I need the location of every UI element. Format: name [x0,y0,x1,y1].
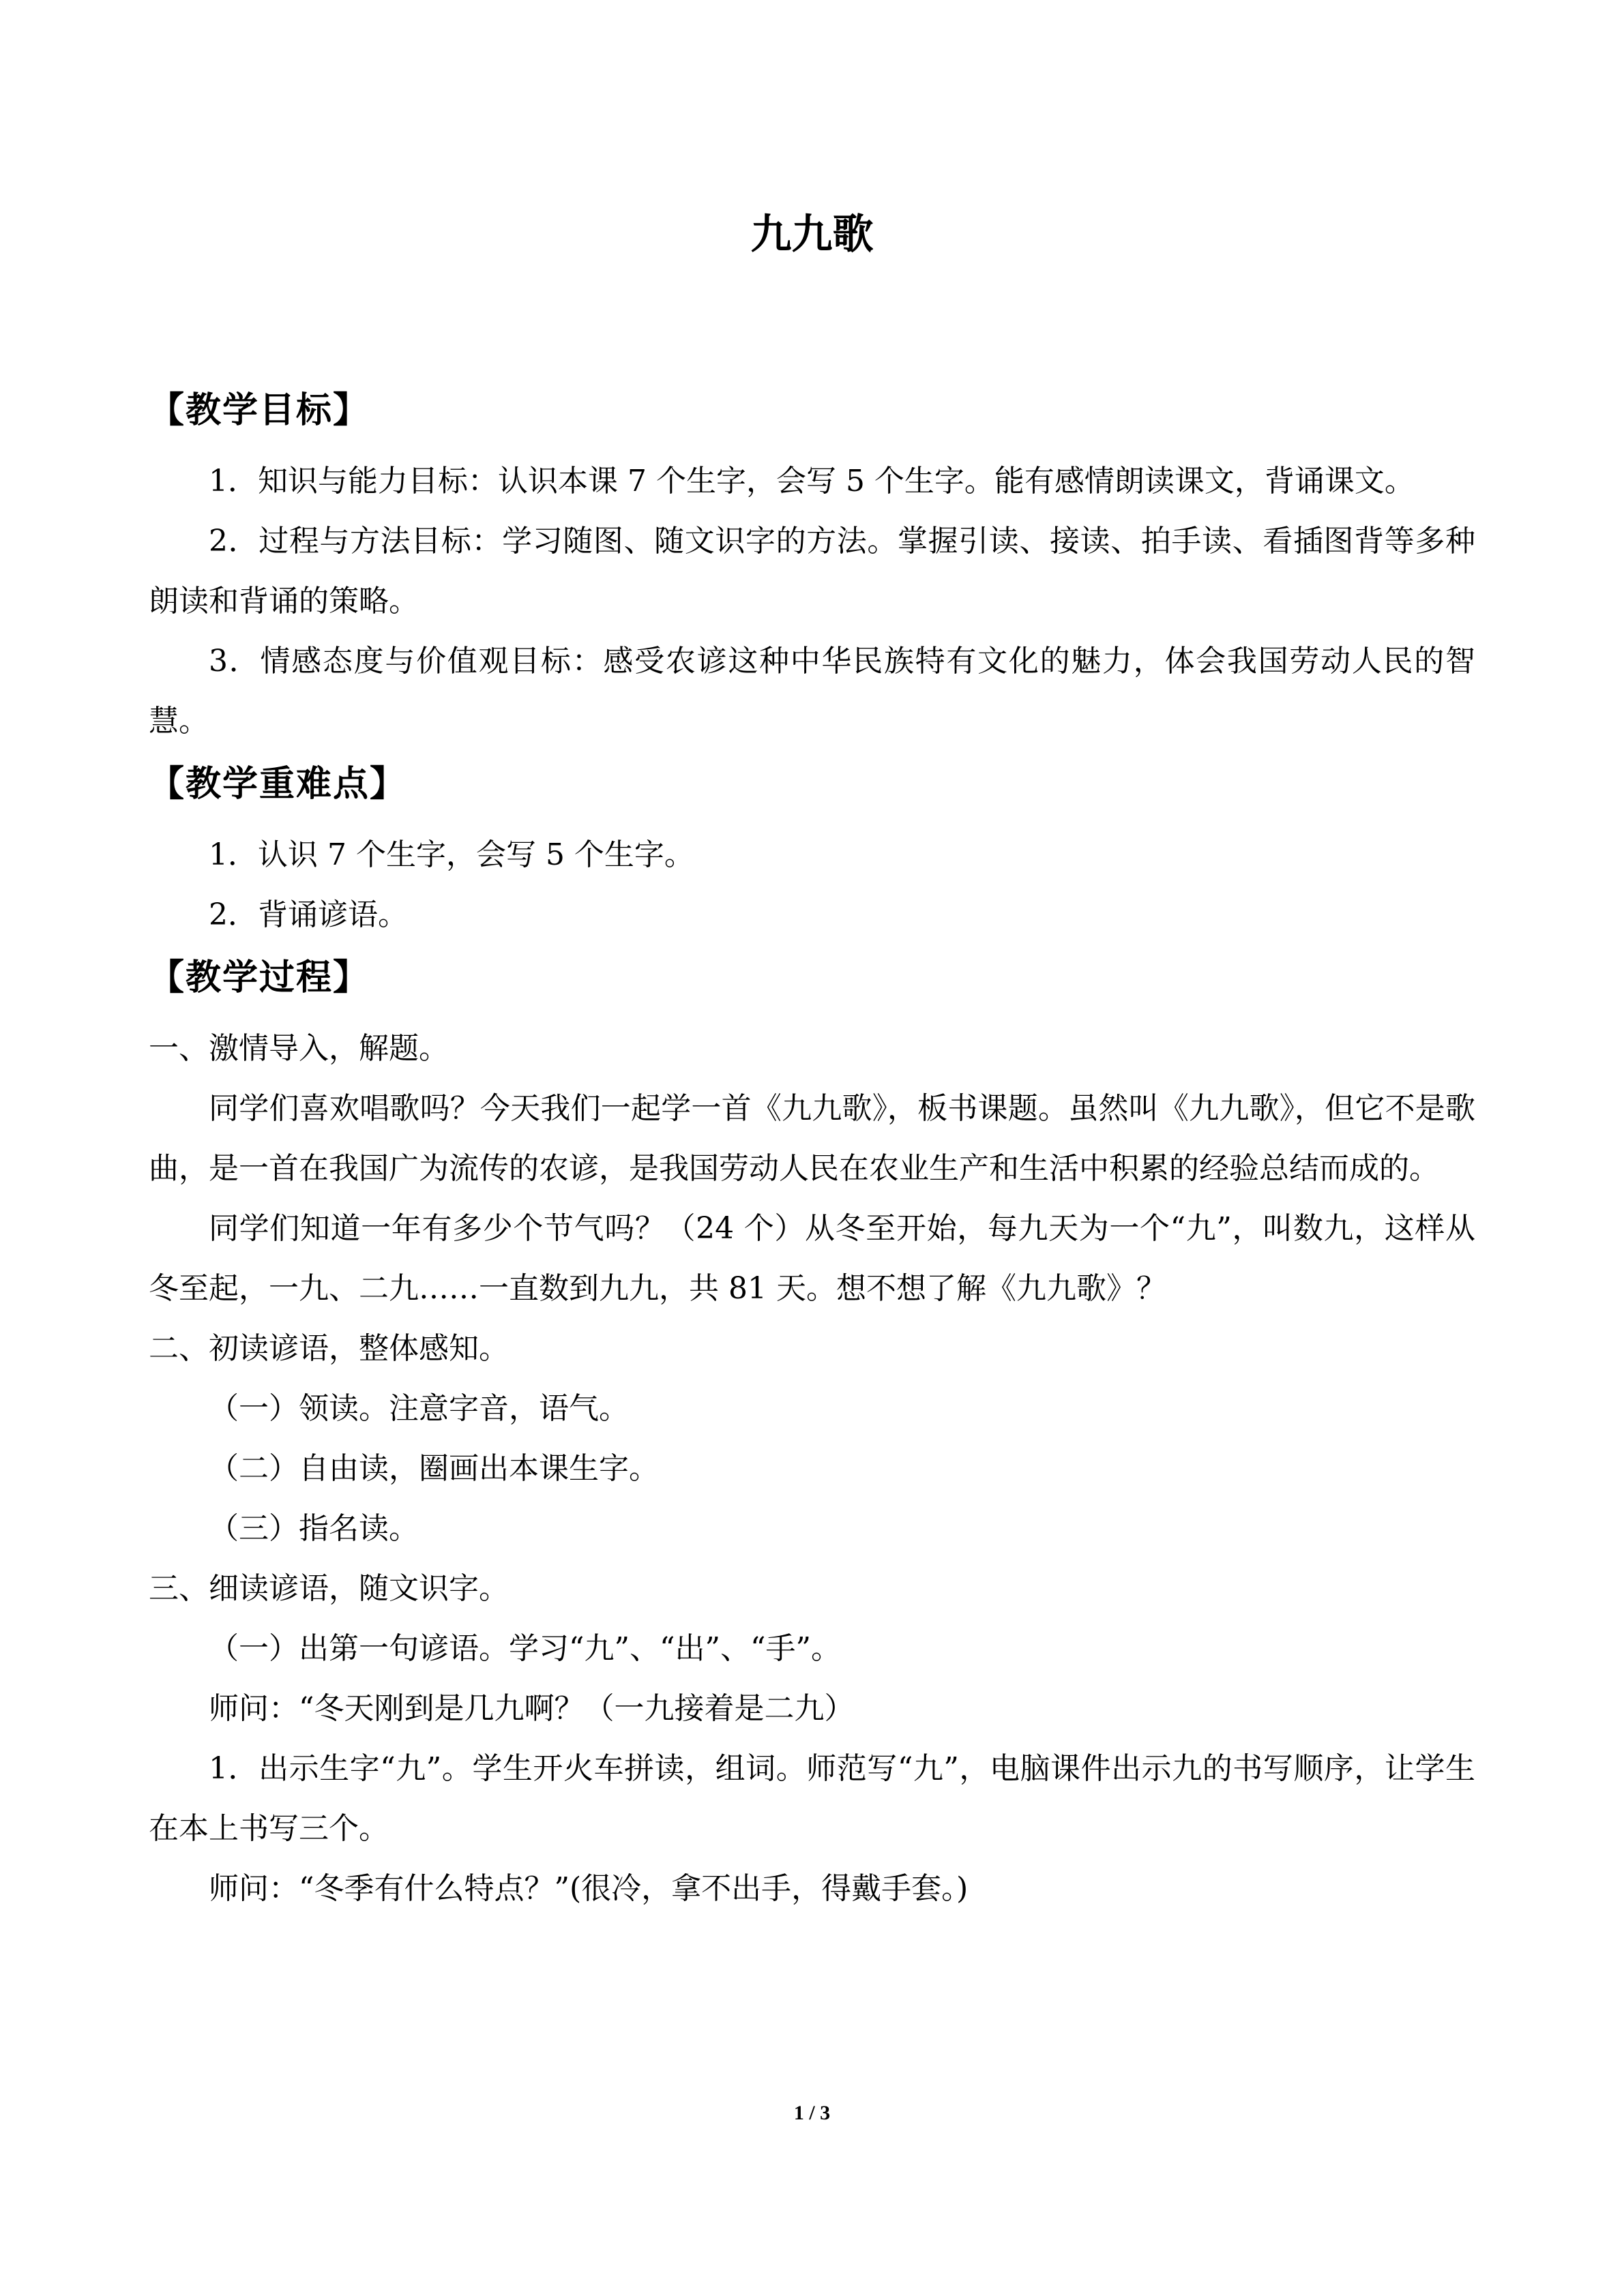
process-substep-lead-reading: （一）领读。注意字音，语气。 [209,1391,629,1426]
goal-item-emotion: 3．情感态度与价值观目标：感受农谚这种中华民族特有文化的魅力，体会我国劳动人民的智慧。 [149,644,1475,739]
process-step-1-title: 一、激情导入，解题。 [149,1031,449,1066]
key-point-item-2: 2．背诵谚语。 [209,897,408,932]
process-teacher-question-1: 师问：“冬天刚到是几九啊？（一九接着是二九） [209,1691,855,1726]
process-character-jiu: 1．出示生字“九”。学生开火车拼读，组词。师范写“九”，电脑课件出示九的书写顺序，让学生在本上书写三个。 [149,1751,1475,1846]
document-title: 九九歌 [750,211,874,258]
section-heading-process: 【教学过程】 [149,957,370,998]
process-substep-first-sentence: （一）出第一句谚语。学习“九”、“出”、“手”。 [209,1631,841,1666]
process-substep-free-reading: （二）自由读，圈画出本课生字。 [209,1451,659,1486]
process-teacher-question-2: 师问：“冬季有什么特点？”(很冷，拿不出手，得戴手套。) [209,1871,969,1906]
document-body [149,382,1475,1919]
goal-item-process: 2．过程与方法目标：学习随图、随文识字的方法。掌握引读、接读、拍手读、看插图背等多种朗读和背诵的策略。 [149,524,1475,618]
process-step-3-title: 三、细读谚语，随文识字。 [149,1571,509,1606]
process-step-2-title: 二、初读谚语，整体感知。 [149,1331,509,1366]
page-number: 1 / 3 [793,2102,831,2124]
process-paragraph-solar-terms: 同学们知道一年有多少个节气吗？（24 个）从冬至开始，每九天为一个“九”，叫数九，这样从冬至起，一九、二九……一直数到九九，共 81 天。想不想了解《九九歌》？ [149,1211,1475,1306]
process-substep-named-reading: （三）指名读。 [209,1511,419,1546]
section-heading-goals: 【教学目标】 [149,390,370,431]
key-point-item-1: 1．认识 7 个生字，会写 5 个生字。 [209,837,694,872]
goal-item-knowledge: 1．知识与能力目标：认识本课 7 个生字，会写 5 个生字。能有感情朗读课文，背诵课文。 [209,464,1415,498]
section-heading-key-points: 【教学重难点】 [149,764,407,805]
process-paragraph-intro: 同学们喜欢唱歌吗？今天我们一起学一首《九九歌》，板书课题。虽然叫《九九歌》，但它不是歌曲，是一首在我国广为流传的农谚，是我国劳动人民在农业生产和生活中积累的经验总结而成的。 [149,1091,1475,1186]
